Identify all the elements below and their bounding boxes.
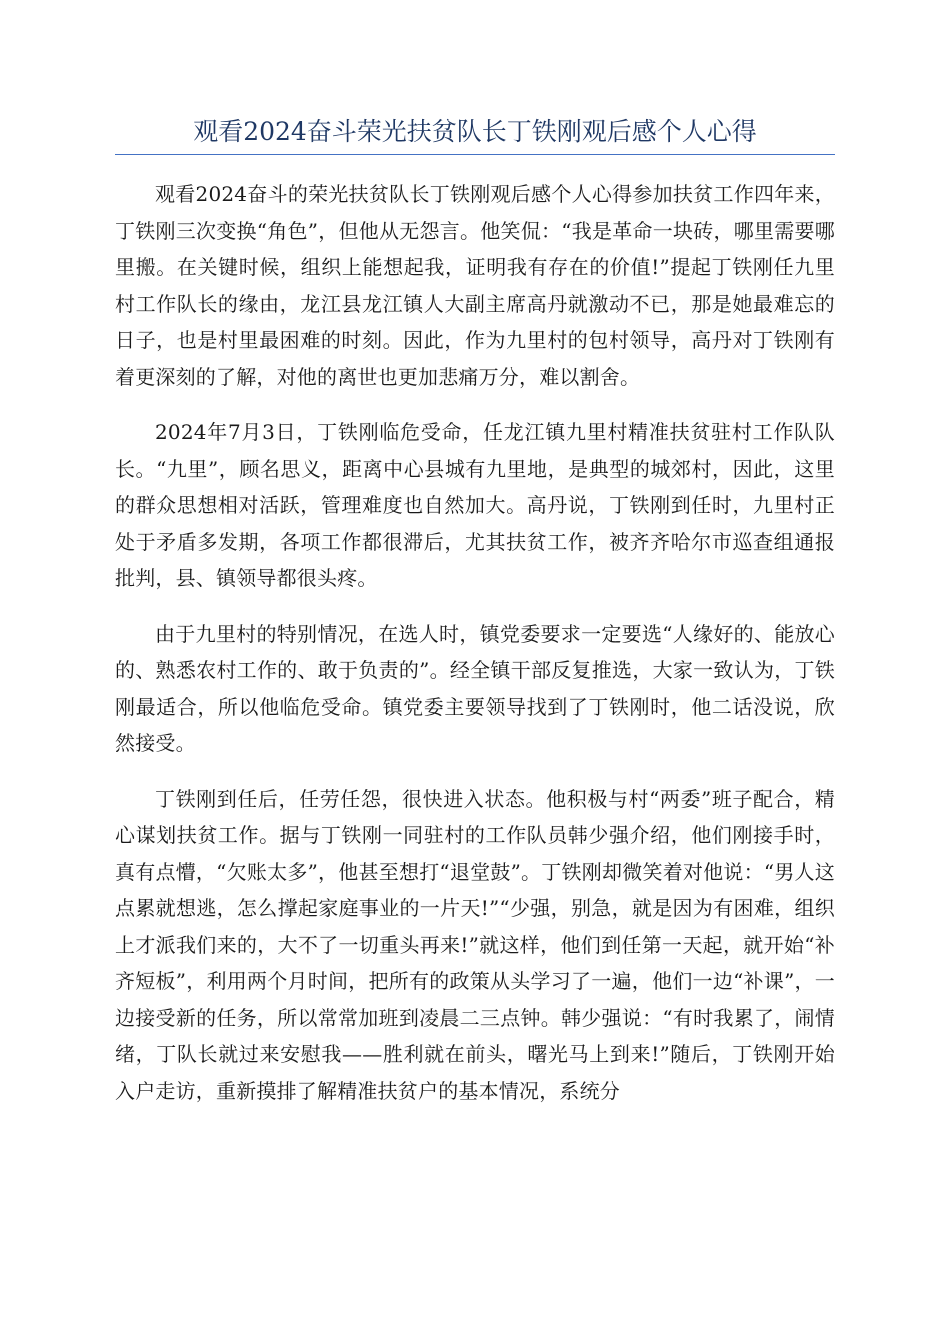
document-title: 观看2024奋斗荣光扶贫队长丁铁刚观后感个人心得	[193, 117, 757, 146]
paragraph-3: 由于九里村的特别情况，在选人时，镇党委要求一定要选“人缘好的、能放心的、熟悉农村工作的、敢于负责的”。经全镇干部反复推选，大家一致认为，丁铁刚最适合，所以他临危受命。镇党委主要领导找到了丁铁刚时，他二话没说，欣然接受。	[115, 621, 835, 755]
title-block	[115, 110, 835, 158]
paragraph-2: 2024年7月3日，丁铁刚临危受命，任龙江镇九里村精准扶贫驻村工作队队长。“九里”，顾名思义，距离中心县城有九里地，是典型的城郊村，因此，这里的群众思想相对活跃，管理难度也自然加大。高丹说，丁铁刚到任时，九里村正处于矛盾多发期，各项工作都很滞后，尤其扶贫工作，被齐齐哈尔市巡查组通报批判，县、镇领导都很头疼。	[115, 420, 835, 590]
title-underline	[115, 154, 835, 155]
paragraph-1: 观看2024奋斗的荣光扶贫队长丁铁刚观后感个人心得参加扶贫工作四年来，丁铁刚三次变换“角色”，但他从无怨言。他笑侃：“我是革命一块砖，哪里需要哪里搬。在关键时候，组织上能想起我，证明我有存在的价值!”提起丁铁刚任九里村工作队长的缘由，龙江县龙江镇人大副主席高丹就激动不已，那是她最难忘的日子，也是村里最困难的时刻。因此，作为九里村的包村领导，高丹对丁铁刚有着更深刻的了解，对他的离世也更加悲痛万分，难以割舍。	[115, 182, 835, 389]
document-body	[115, 176, 835, 1128]
paragraph-4: 丁铁刚到任后，任劳任怨，很快进入状态。他积极与村“两委”班子配合，精心谋划扶贫工作。据与丁铁刚一同驻村的工作队员韩少强介绍，他们刚接手时，真有点懵，“欠账太多”，他甚至想打“退堂鼓”。丁铁刚却微笑着对他说：“男人这点累就想逃，怎么撑起家庭事业的一片天!”“少强，别急，就是因为有困难，组织上才派我们来的，大不了一切重头再来!”就这样，他们到任第一天起，就开始“补齐短板”，利用两个月时间，把所有的政策从头学习了一遍，他们一边“补课”，一边接受新的任务，所以常常加班到凌晨二三点钟。韩少强说：“有时我累了，闹情绪，丁队长就过来安慰我——胜利就在前头，曙光马上到来!”随后，丁铁刚开始入户走访，重新摸排了解精准扶贫户的基本情况，系统分	[115, 786, 835, 1103]
